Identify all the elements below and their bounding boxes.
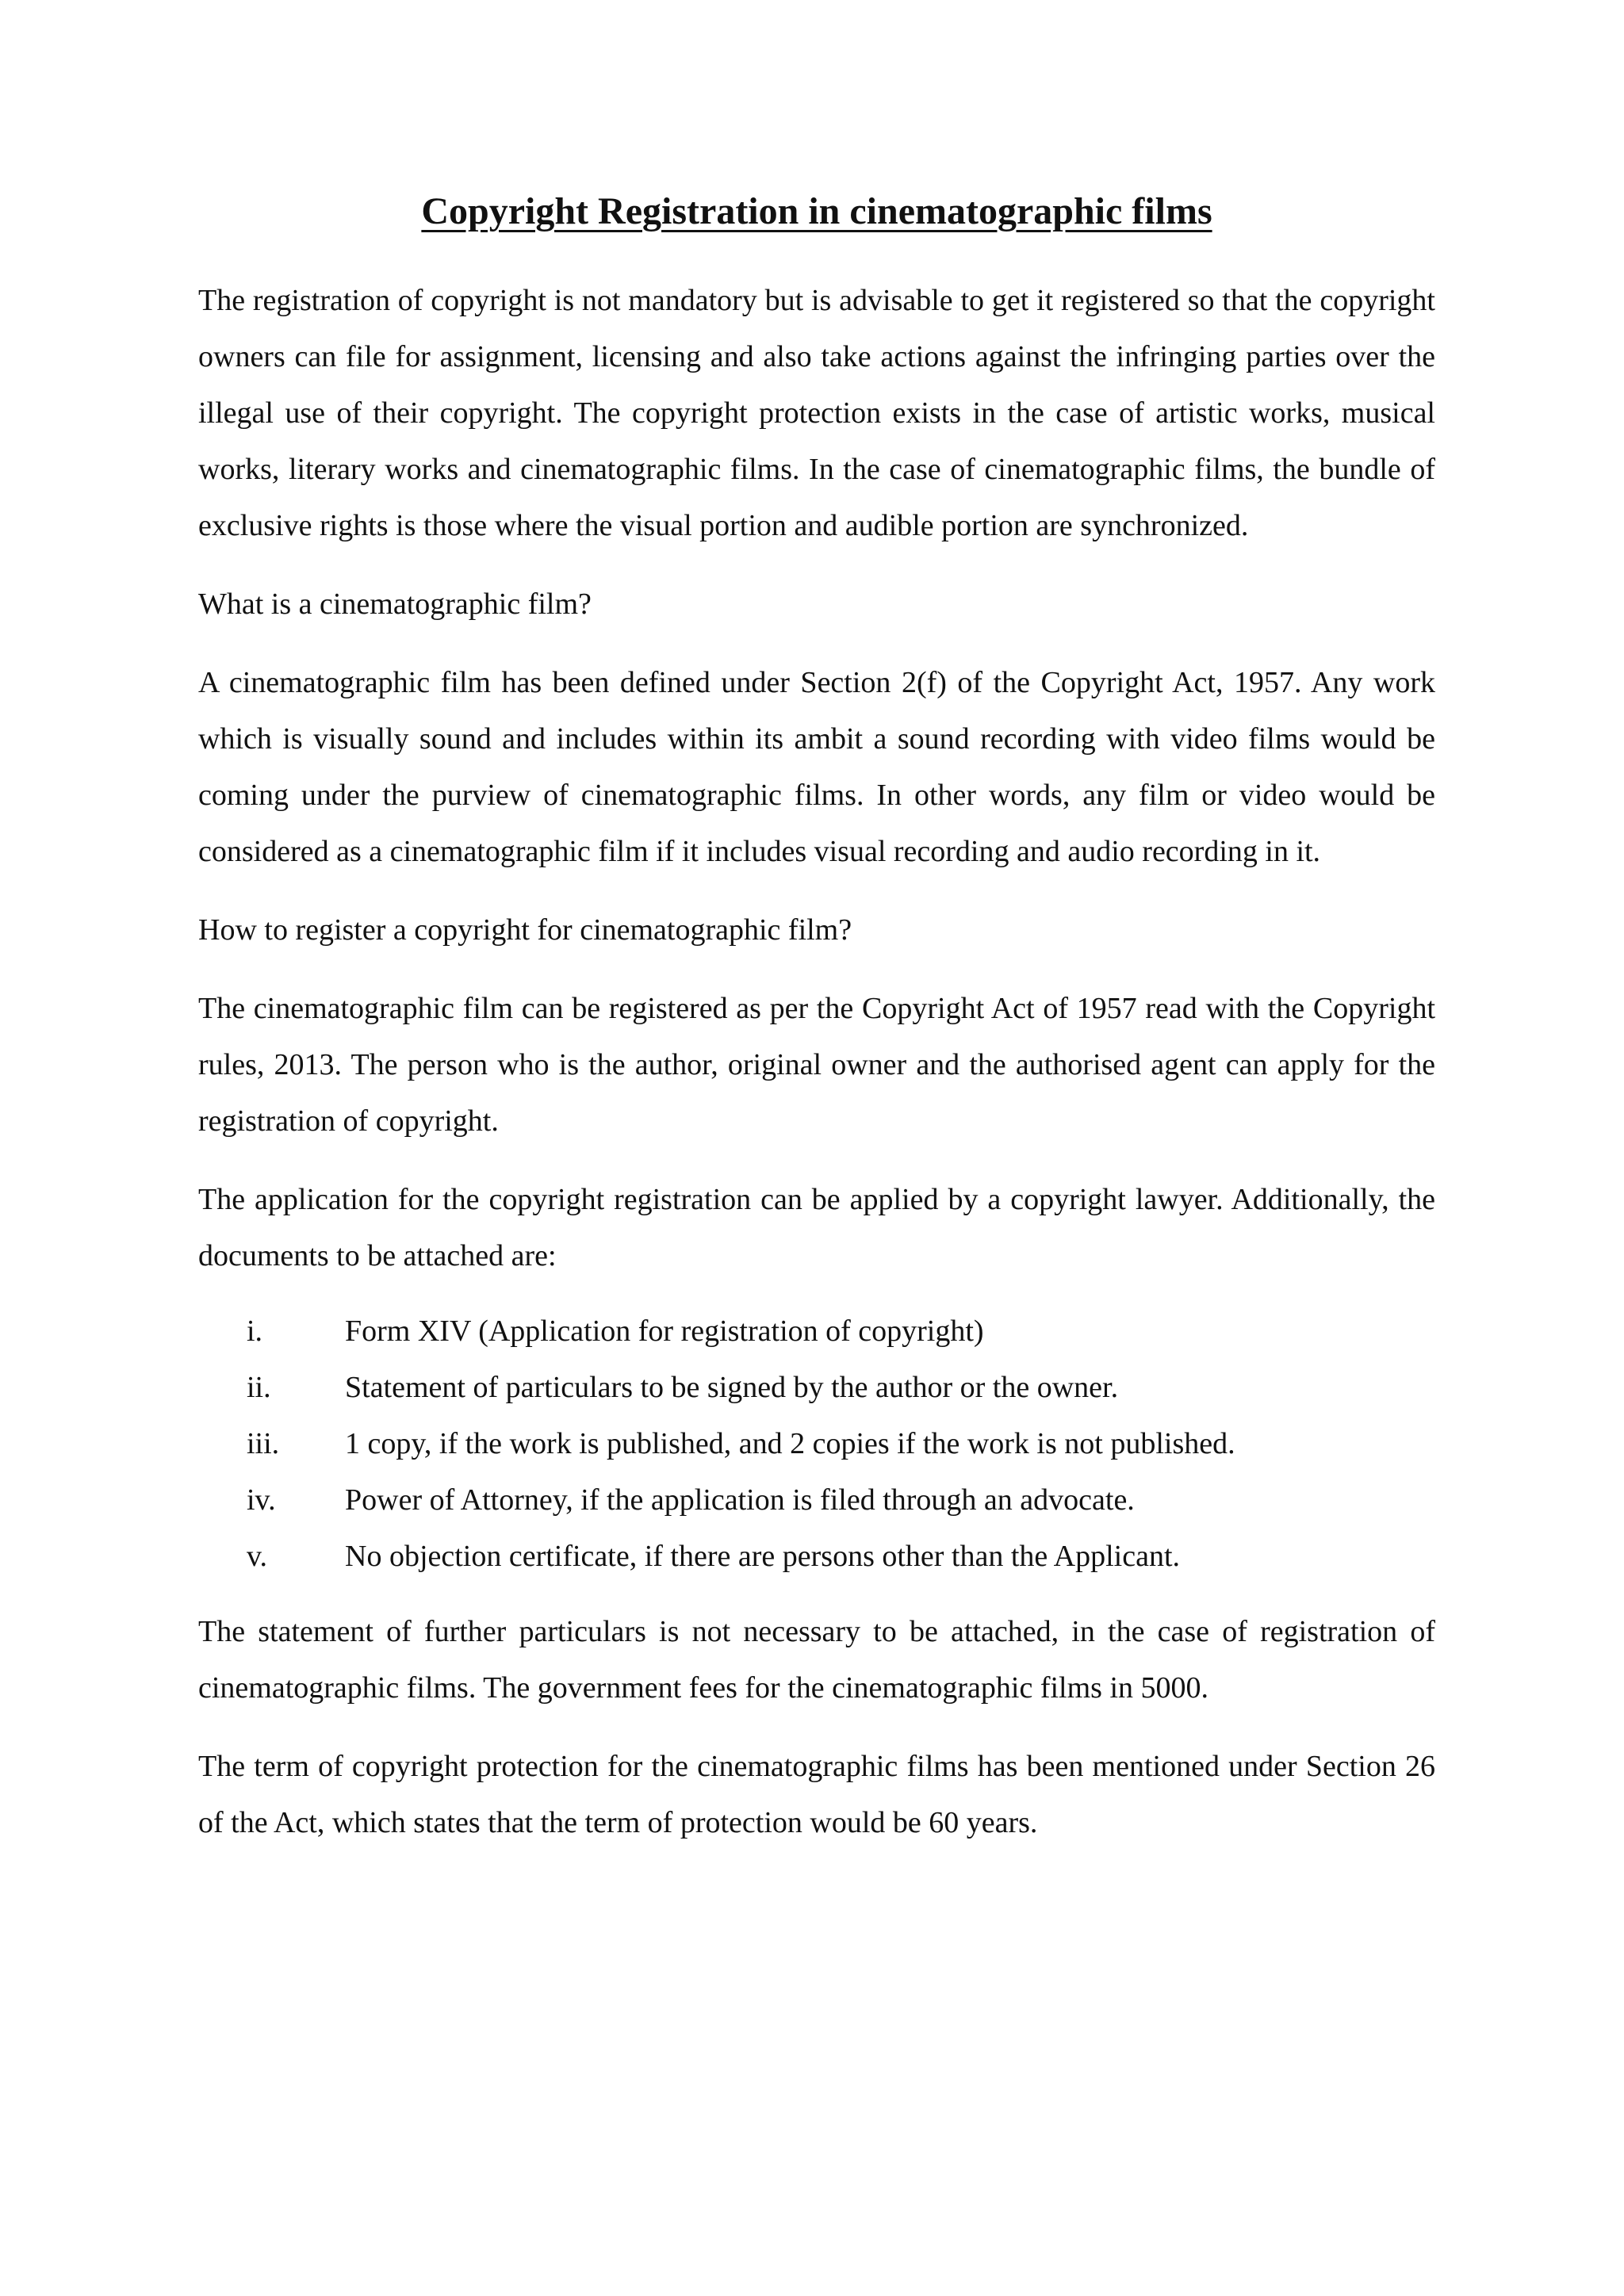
- application-paragraph: The application for the copyright registration can be applied by a copyright lawyer. Additionally, the documents to be attached are:: [198, 1182, 1435, 1272]
- list-item: [198, 1303, 1435, 1360]
- document-body: [198, 189, 1435, 1851]
- list-item-number: ii.: [247, 1370, 271, 1404]
- further-particulars-paragraph: The statement of further particulars is not necessary to be attached, in the case of registration of cinematographic films. The government fees for the cinematographic films in 5000.: [198, 1614, 1435, 1705]
- list-item-text: Form XIV (Application for registration of copyright): [345, 1314, 984, 1348]
- document-title: Copyright Registration in cinematographic films: [421, 190, 1212, 232]
- definition-paragraph: A cinematographic film has been defined under Section 2(f) of the Copyright Act, 1957. Any work which is visually sound and includes within its ambit a sound recording with video films would be coming under the purview of cinematographic films. In other words, any film or video would be considered as a cinematographic film if it includes visual recording and audio recording in it.: [198, 665, 1435, 868]
- list-item-number: i.: [247, 1314, 263, 1348]
- list-item-text: Power of Attorney, if the application is filed through an advocate.: [345, 1483, 1135, 1517]
- list-item: [198, 1472, 1435, 1529]
- list-item-text: 1 copy, if the work is published, and 2 copies if the work is not published.: [345, 1426, 1235, 1460]
- list-item: [198, 1529, 1435, 1585]
- list-item: [198, 1360, 1435, 1416]
- question-how-to-register: How to register a copyright for cinematographic film?: [198, 913, 852, 947]
- list-item-number: v.: [247, 1539, 268, 1573]
- registration-paragraph: The cinematographic film can be registered as per the Copyright Act of 1957 read with the Copyright rules, 2013. The person who is the author, original owner and the authorised agent can apply for the registration of copyright.: [198, 991, 1435, 1138]
- list-item-number: iii.: [247, 1426, 280, 1460]
- list-item-text: Statement of particulars to be signed by the author or the owner.: [345, 1370, 1119, 1404]
- term-of-protection-paragraph: The term of copyright protection for the cinematographic films has been mentioned under Section 26 of the Act, which states that the term of protection would be 60 years.: [198, 1749, 1435, 1839]
- list-item: [198, 1416, 1435, 1472]
- documents-list: [198, 1303, 1435, 1585]
- list-item-text: No objection certificate, if there are persons other than the Applicant.: [345, 1539, 1181, 1573]
- list-item-number: iv.: [247, 1483, 276, 1517]
- question-what-is-film: What is a cinematographic film?: [198, 587, 592, 621]
- intro-paragraph: The registration of copyright is not mandatory but is advisable to get it registered so that the copyright owners can file for assignment, licensing and also take actions against the infringing parties over the illegal use of their copyright. The copyright protection exists in the case of artistic works, musical works, literary works and cinematographic films. In the case of cinematographic films, the bundle of exclusive rights is those where the visual portion and audible portion are synchronized.: [198, 283, 1435, 542]
